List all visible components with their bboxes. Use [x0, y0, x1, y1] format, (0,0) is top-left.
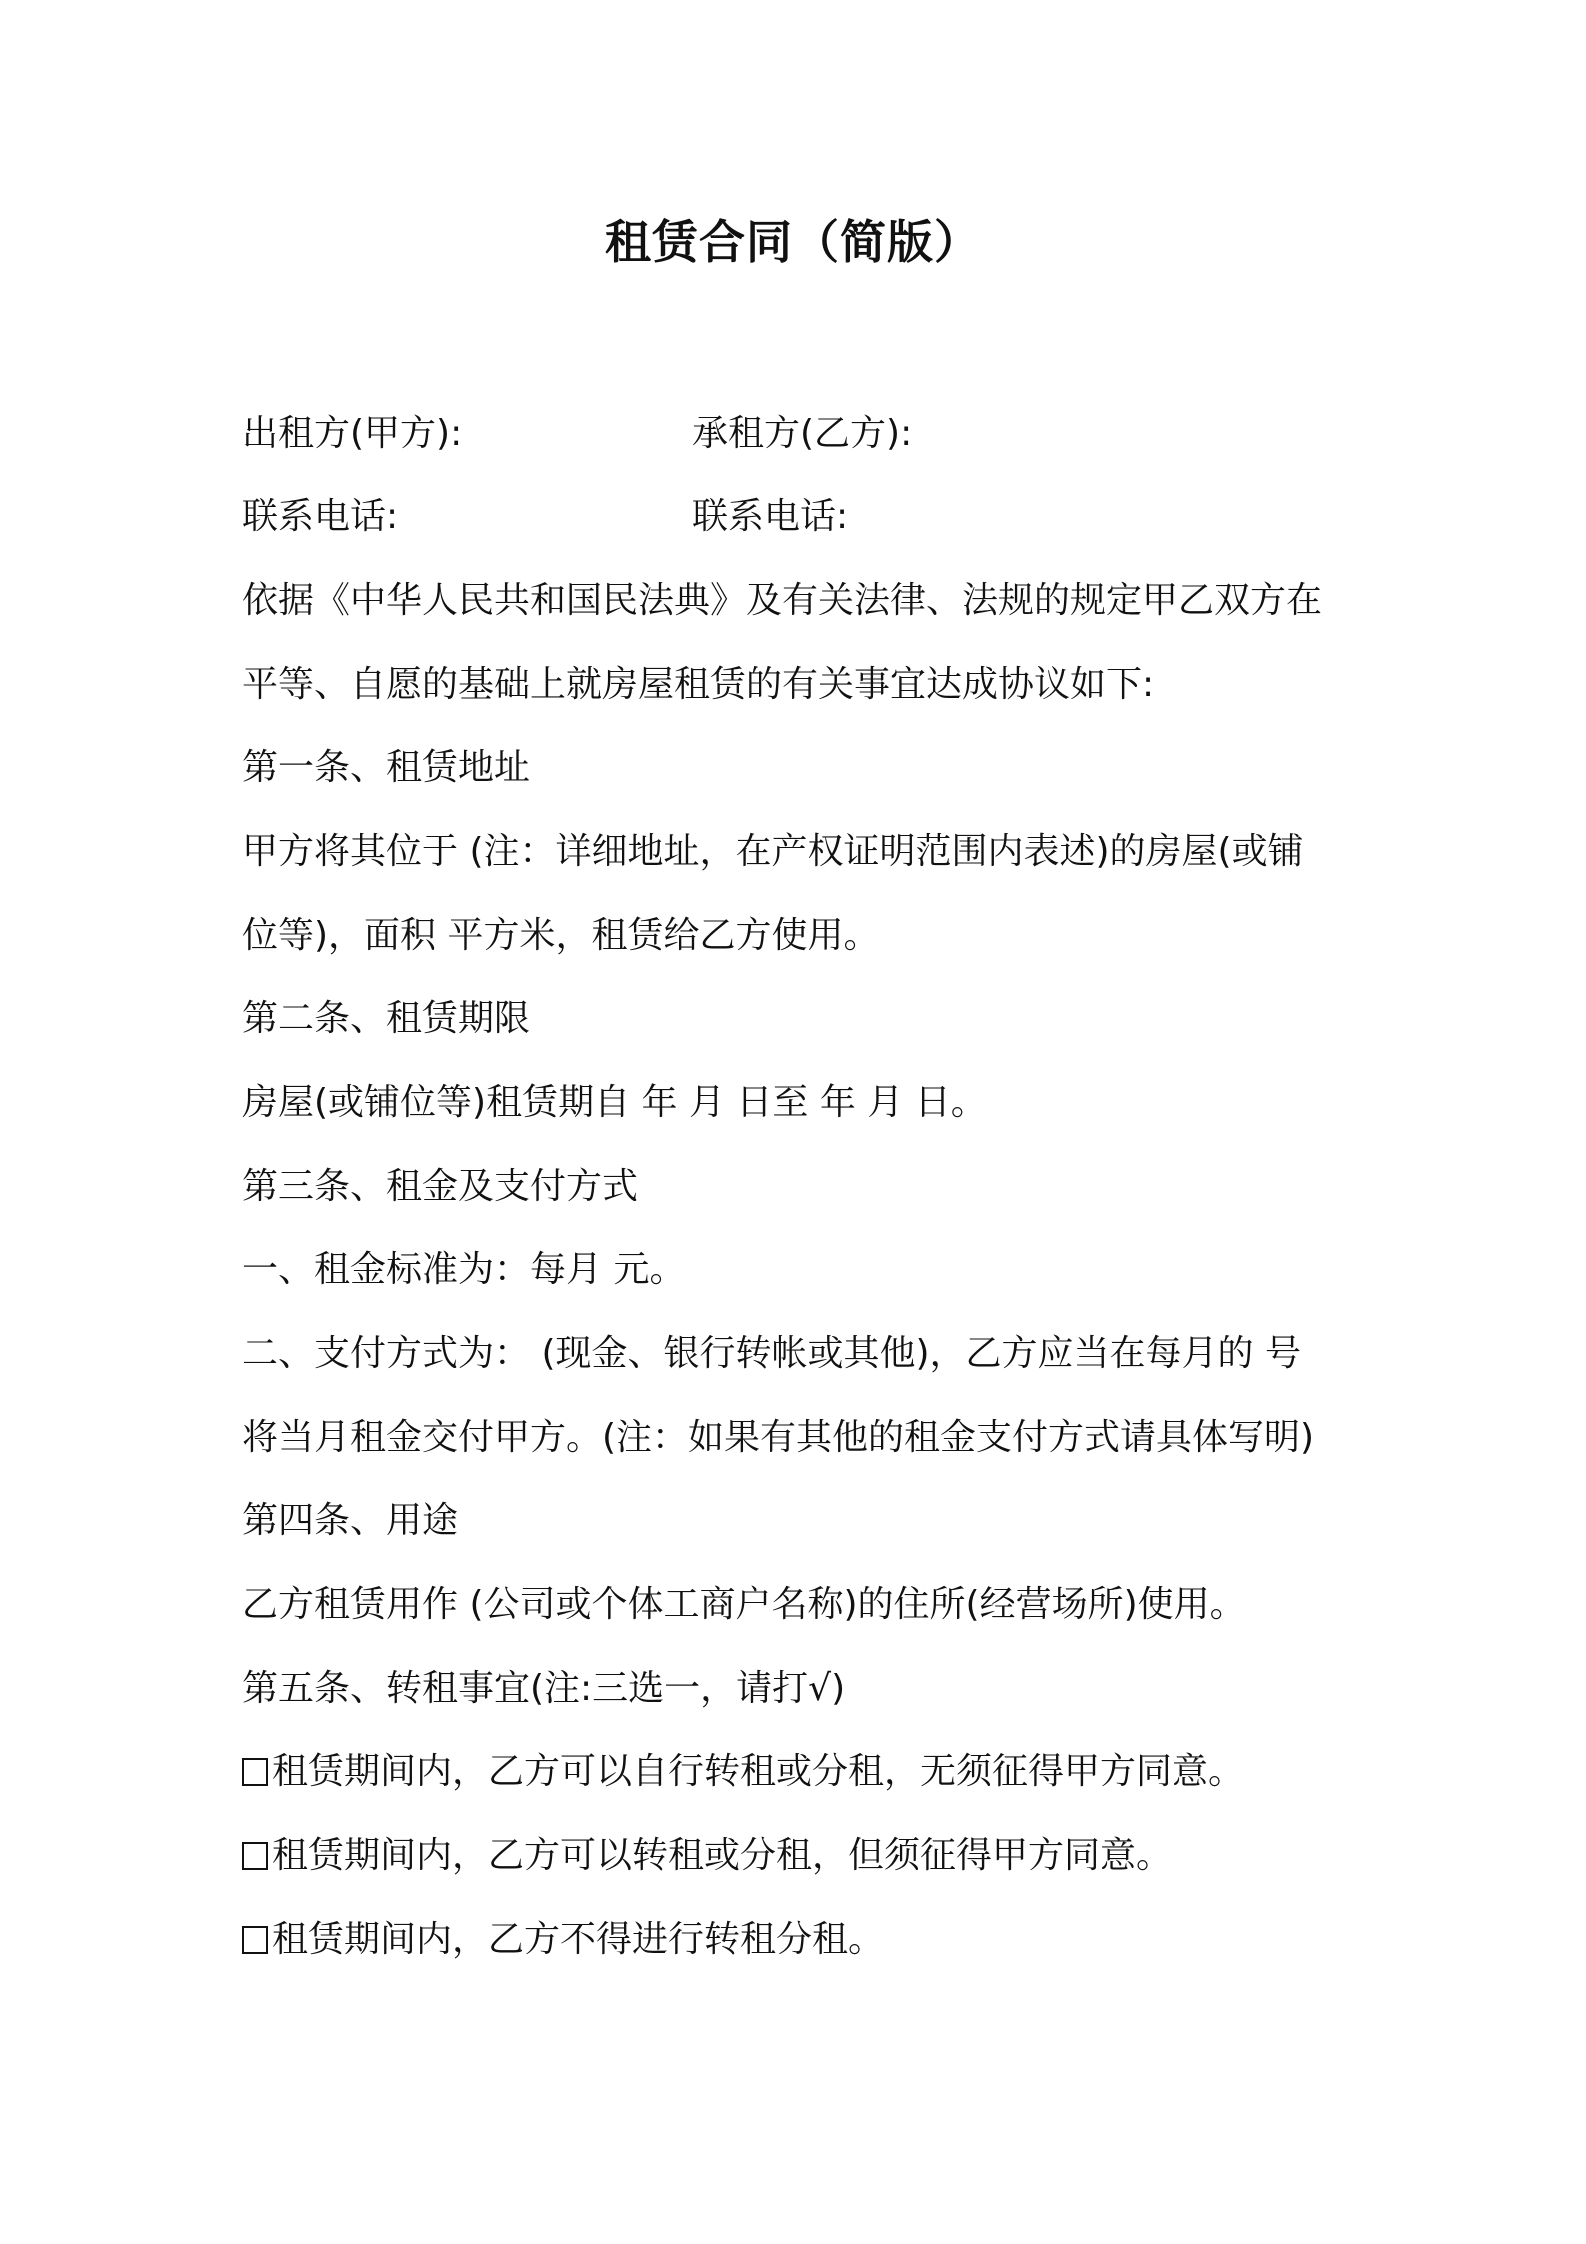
- sublet-option-label: 租赁期间内，乙方可以转租或分租，但须征得甲方同意。: [272, 1835, 1173, 1876]
- article-4-line-1: 乙方租赁用作 (公司或个体工商户名称)的住所(经营场所)使用。: [242, 1584, 1246, 1625]
- article-3-item-2-line-2: 将当月租金交付甲方。(注：如果有其他的租金支付方式请具体写明): [242, 1417, 1315, 1458]
- sublet-option-label: 租赁期间内，乙方可以自行转租或分租，无须征得甲方同意。: [272, 1751, 1245, 1792]
- sublet-option-checkbox[interactable]: [242, 1842, 268, 1870]
- article-5-heading: 第五条、转租事宜(注:三选一，请打√): [242, 1668, 846, 1709]
- sublet-option-label: 租赁期间内，乙方不得进行转租分租。: [272, 1919, 885, 1960]
- lessee-label: 承租方(乙方):: [692, 413, 913, 454]
- sublet-option: [242, 1829, 1362, 1883]
- document-title: 租赁合同（简版）: [605, 215, 981, 269]
- sublet-option: [242, 1745, 1362, 1799]
- party-row: [242, 407, 1362, 461]
- sublet-option: [242, 1913, 1362, 1967]
- article-2-line-1: 房屋(或铺位等)租赁期自 年 月 日至 年 月 日。: [242, 1082, 987, 1123]
- preamble-line-2: 平等、自愿的基础上就房屋租赁的有关事宜达成协议如下:: [242, 664, 1155, 705]
- sublet-option-checkbox[interactable]: [242, 1758, 268, 1786]
- lessee-phone-label: 联系电话:: [692, 496, 849, 537]
- article-3-item-1: 一、租金标准为：每月 元。: [242, 1249, 686, 1290]
- article-2-heading: 第二条、租赁期限: [242, 998, 531, 1039]
- article-1-line-1: 甲方将其位于 (注：详细地址，在产权证明范围内表述)的房屋(或铺: [242, 831, 1304, 872]
- preamble-line-1: 依据《中华人民共和国民法典》及有关法律、法规的规定甲乙双方在: [242, 580, 1323, 621]
- lessor-phone-label: 联系电话:: [242, 496, 399, 537]
- lessor-label: 出租方(甲方):: [242, 413, 463, 454]
- article-4-heading: 第四条、用途: [242, 1500, 459, 1541]
- article-3-heading: 第三条、租金及支付方式: [242, 1166, 639, 1207]
- sublet-option-checkbox[interactable]: [242, 1926, 268, 1954]
- article-1-line-2: 位等)，面积 平方米，租赁给乙方使用。: [242, 915, 880, 956]
- article-1-heading: 第一条、租赁地址: [242, 747, 531, 788]
- phone-row: [242, 490, 1362, 544]
- article-3-item-2-line-1: 二、支付方式为： (现金、银行转帐或其他)，乙方应当在每月的 号: [242, 1333, 1301, 1374]
